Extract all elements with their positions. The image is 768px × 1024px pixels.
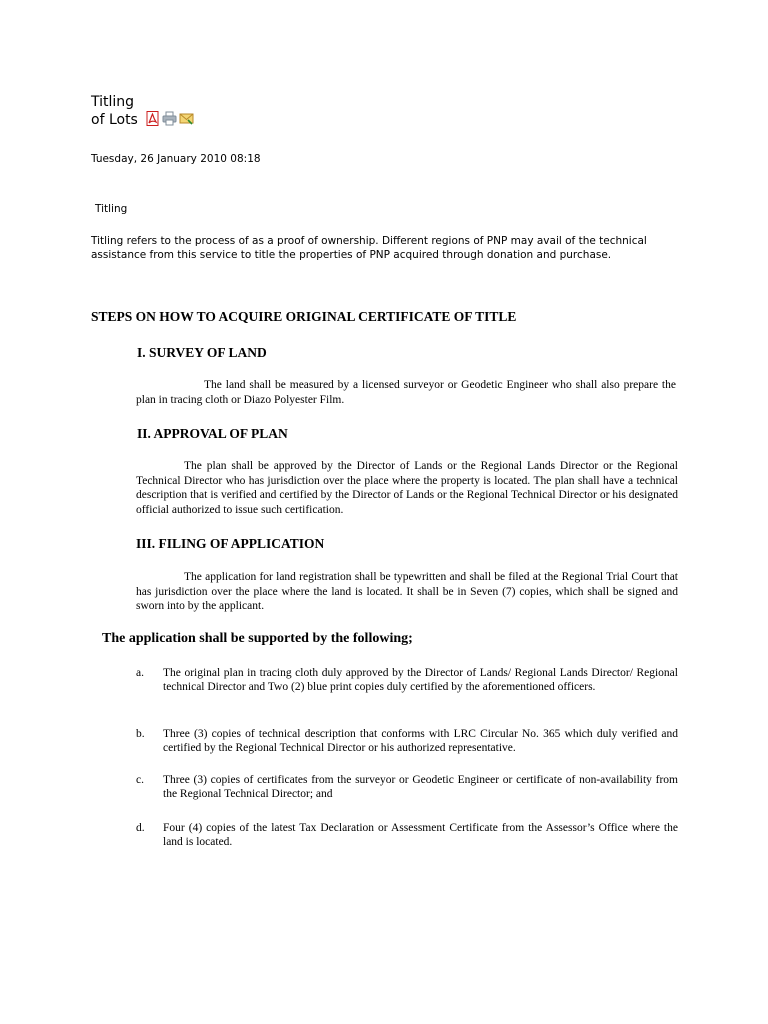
section-text-approval: The plan shall be approved by the Director of Lands or the Regional Lands Director or the Regional Technical Director who has jurisdiction over the place where the property is located. The plan shall have a technical description that is verified and certified by the Director of Lands or the Regional Technical Director or his designated official authorized to issue such certification.: [136, 460, 678, 516]
section-text-filing: The application for land registration shall be typewritten and shall be filed at the Regional Trial Court that has jurisdiction over the place where the land is located. It shall be in Seven (7) copies, which shall be signed and sworn into by the applicant.: [136, 571, 678, 612]
page-title: Titling of Lots: [91, 94, 138, 128]
list-marker: d.: [136, 822, 145, 834]
list-marker: a.: [136, 667, 144, 679]
list-item-a: [136, 666, 678, 694]
list-item-text: Three (3) copies of technical description that conforms with LRC Circular No. 365 which duly verified and certified by the Regional Technical Director or his authorized representative.: [163, 728, 678, 754]
section-heading-filing: III. FILING OF APPLICATION: [136, 536, 325, 551]
pdf-icon[interactable]: [145, 111, 160, 126]
section-heading-survey: I. SURVEY OF LAND: [137, 345, 267, 360]
list-item-b: [136, 727, 678, 755]
article-tools: [145, 111, 194, 126]
section-heading-approval: II. APPROVAL OF PLAN: [137, 426, 288, 441]
article-header: [91, 93, 221, 129]
list-marker: b.: [136, 728, 145, 740]
main-heading: STEPS ON HOW TO ACQUIRE ORIGINAL CERTIFICATE OF TITLE: [91, 309, 517, 324]
section-text-survey: The land shall be measured by a licensed surveyor or Geodetic Engineer who shall also prepare the plan in tracing cloth or Diazo Polyester Film.: [136, 379, 676, 406]
email-icon[interactable]: [179, 111, 194, 126]
article-subtitle: Titling: [95, 203, 128, 215]
publish-date: Tuesday, 26 January 2010 08:18: [91, 153, 261, 165]
print-icon[interactable]: [162, 111, 177, 126]
intro-paragraph: Titling refers to the process of as a proof of ownership. Different regions of PNP may avail of the technical assistance from this service to title the properties of PNP acquired through donation and purchase.: [91, 235, 647, 261]
list-item-text: Three (3) copies of certificates from the surveyor or Geodetic Engineer or certificate of non-availability from the Regional Technical Director; and: [163, 774, 678, 800]
list-item-c: [136, 773, 678, 801]
list-item-text: Four (4) copies of the latest Tax Declaration or Assessment Certificate from the Assessor’s Office where the land is located.: [163, 822, 678, 848]
list-item-d: [136, 821, 678, 849]
list-marker: c.: [136, 774, 144, 786]
list-item-text: The original plan in tracing cloth duly approved by the Director of Lands/ Regional Lands Director/ Regional technical Director and Two (2) blue print copies duly certified by the aforementioned officers.: [163, 667, 678, 693]
support-heading: The application shall be supported by the following;: [102, 631, 413, 646]
